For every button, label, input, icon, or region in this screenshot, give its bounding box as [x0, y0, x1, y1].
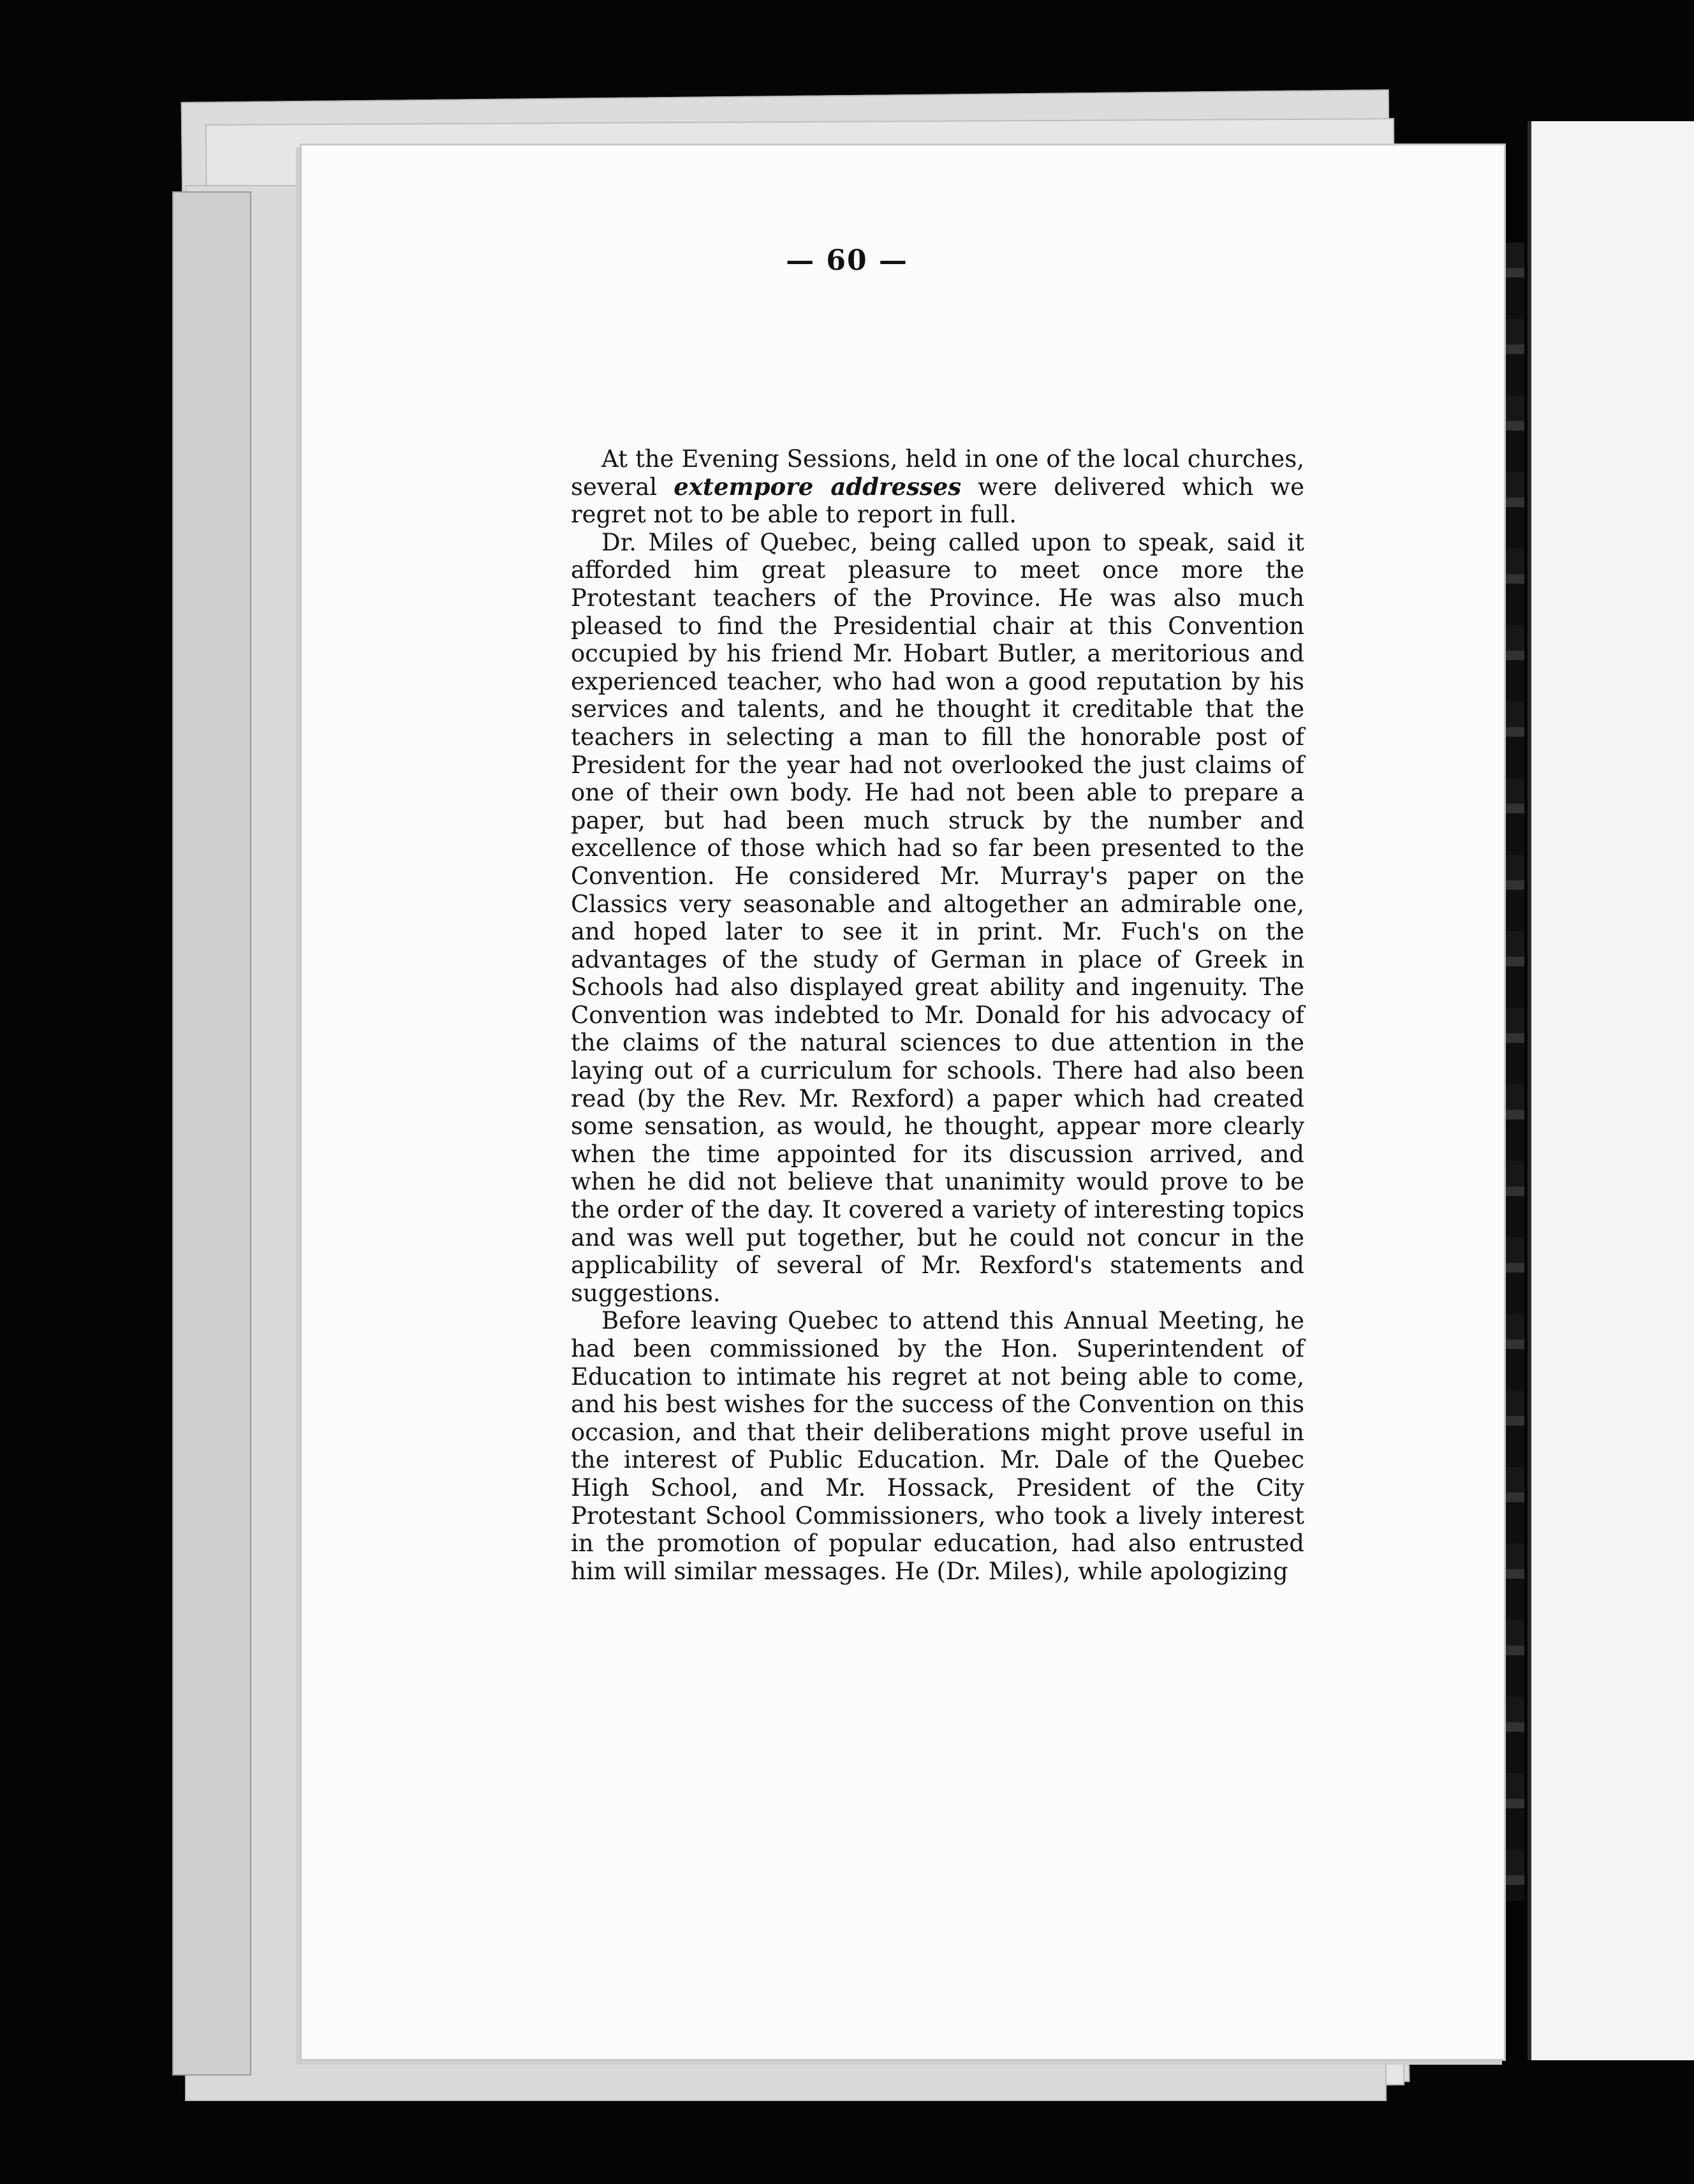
paragraph-3	[571, 1307, 1304, 1585]
paragraph-3-text: Before leaving Quebec to attend this Annual Meeting, he had been commissioned by the Hon. Superintendent of Education to intimate his regret at not being able to come, and his best wishes for the success of the Convention on this occasion, and that their deliberations might prove useful in the interest of Public Education. Mr. Dale of the Quebec High School, and Mr. Hossack, President of the City Protestant School Commissioners, who took a lively interest in the promotion of popular education, had also entrusted him will similar messages. He (Dr. Miles), while apologizing	[571, 1307, 1304, 1585]
facing-page-edge	[1528, 121, 1694, 2060]
paragraph-1	[571, 445, 1304, 529]
body-text	[571, 445, 1304, 1585]
paragraph-1-emphasis: extempore addresses	[674, 472, 962, 501]
paragraph-2	[571, 529, 1304, 1308]
paragraph-2-text: Dr. Miles of Quebec, being called upon to speak, said it afforded him great pleasure to meet once more the Protestant teachers of the Province. He was also much pleased to find the Presidential chair at this Convention occupied by his friend Mr. Hobart Butler, a meritorious and experienced teacher, who had won a good reputation by his services and talents, and he thought it creditable that the teachers in selecting a man to fill the honorable post of President for the year had not overlooked the just claims of one of their own body. He had not been able to prepare a paper, but had been much struck by the number and excellence of those which had so far been presented to the Convention. He considered Mr. Murray's paper on the Classics very seasonable and altogether an admirable one, and hoped later to see it in print. Mr. Fuch's on the advantages of the study of German in place of Greek in Schools had also displayed great ability and ingenuity. The Convention was indebted to Mr. Donald for his advocacy of the claims of the natural sciences to due attention in the laying out of a curriculum for schools. There had also been read (by the Rev. Mr. Rexford) a paper which had created some sensation, as would, he thought, appear more clearly when the time appointed for its discussion arrived, and when he did not believe that unanimity would prove to be the order of the day. It covered a variety of interesting topics and was well put together, but he could not concur in the applicability of several of Mr. Rexford's statements and suggestions.	[571, 528, 1304, 1307]
paragraph-1-text-b: were delivered which we regret not to be able to report in full.	[571, 473, 1304, 529]
paragraph-1-text-a: At the Evening Sessions, held in one of the local churches, several	[571, 445, 1304, 501]
page-number: — 60 —	[786, 244, 908, 277]
stacked-page-edge	[172, 191, 251, 2076]
